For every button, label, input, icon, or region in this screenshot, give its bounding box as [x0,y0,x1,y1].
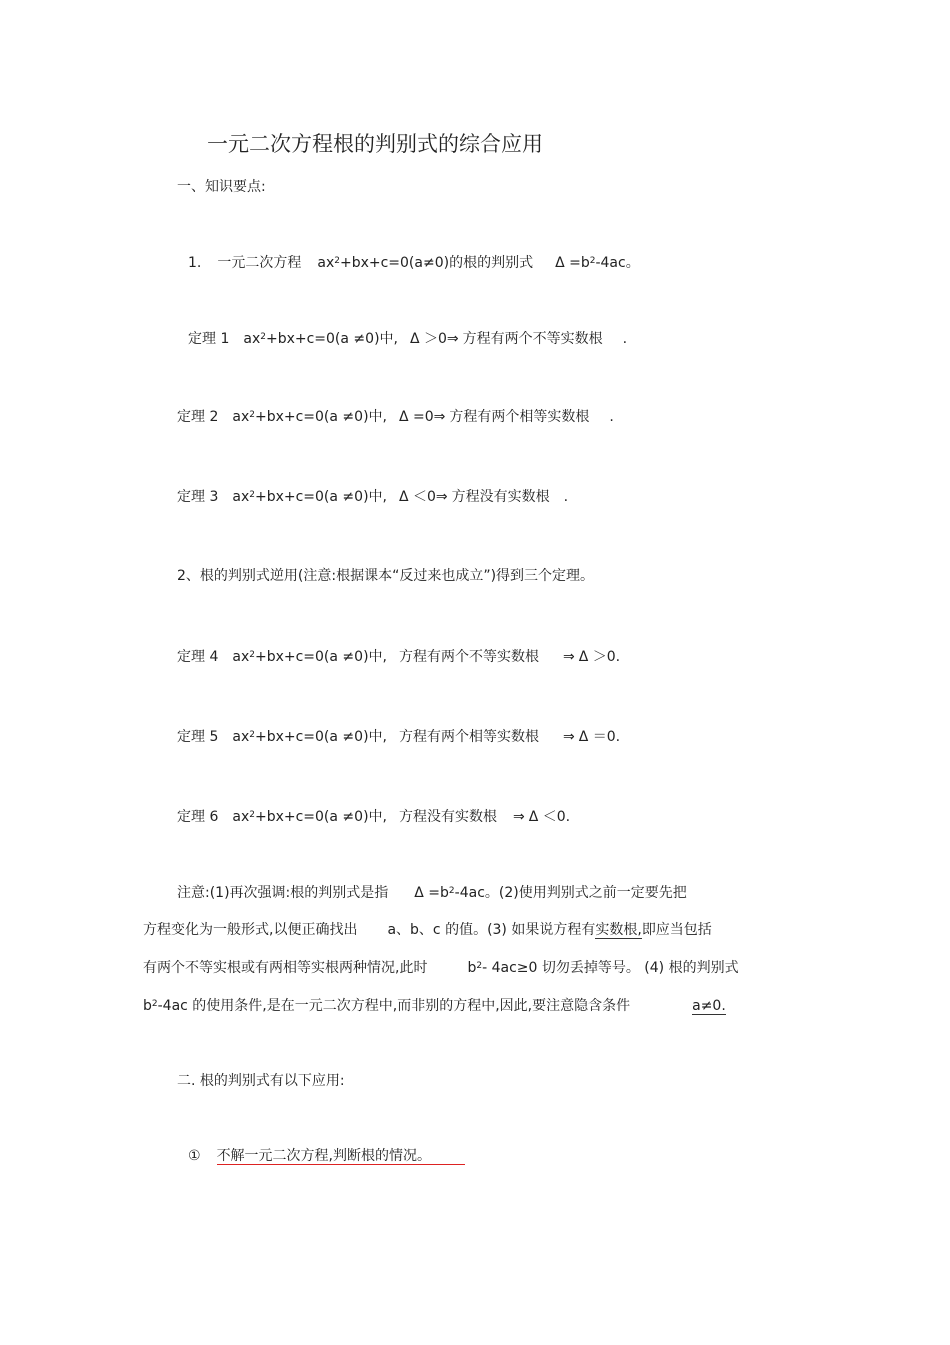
equation: +bx+c=0(a ≠0)中, [254,489,387,505]
equation: +bx+c=0(a ≠0)中, [254,649,387,665]
result: 方程有两个不等实数根 [462,331,603,347]
theorem-6 [177,806,570,826]
discriminant: Δ =b [555,255,590,271]
theorem-label: 定理 1 [188,331,230,347]
note-text: a、b、c 的值。(3) 如果说方程有 [387,922,596,938]
condition: Δ ＜0 [398,489,436,505]
discriminant: b [143,998,152,1014]
theorem-3 [177,486,568,506]
exponent: 2 [249,730,255,740]
implies-icon: ⇒ [435,489,448,505]
implies-icon: ⇒ [433,409,446,425]
implies-icon: ⇒ [562,649,575,665]
item-text: 的根的判别式 [449,255,534,271]
theorem-1 [188,328,627,348]
application-1 [188,1145,465,1165]
note-text: 方程变化为一般形式,以便正确找出 [143,922,358,938]
equation: +bx+c=0(a ≠0)中, [254,729,387,745]
exponent: 2 [589,256,596,266]
theorem-2 [177,406,614,426]
item-2-reverse-use: 2、根的判别式逆用(注意:根据课本“反过来也成立”)得到三个定理。 [177,568,595,584]
item-text: 一元二次方程 [217,255,302,271]
implies-icon: ⇒ [562,729,575,745]
equation: ax [317,255,335,271]
equation: +bx+c=0(a≠0) [339,255,450,271]
equation: ax [232,809,250,825]
underlined-text: a≠0. [692,998,726,1014]
discriminant: b [467,960,477,976]
theorem-label: 定理 2 [177,409,219,425]
result: Δ ＝0. [578,729,621,745]
exponent: 2 [448,886,455,896]
condition: Δ ＞0 [409,331,447,347]
note-line-1 [177,882,687,902]
equation: +bx+c=0(a ≠0)中, [254,409,387,425]
section-heading-knowledge: 一、知识要点: [177,179,266,195]
note-text: 注意:(1)再次强调:根的判别式是指 [177,885,389,901]
discriminant: Δ =b [414,885,449,901]
theorem-label: 定理 5 [177,729,219,745]
equation: ax [232,729,250,745]
exponent: 2 [260,332,266,342]
note-text: -4ac。(2)使用判别式之前一定要先把 [454,885,687,901]
period: 。 [625,255,640,271]
condition: Δ =0 [398,409,434,425]
theorem-label: 定理 4 [177,649,219,665]
exponent: 2 [476,961,483,971]
condition: 方程没有实数根 [398,809,497,825]
item-1-discriminant-definition [188,252,640,272]
note-line-3 [143,957,739,977]
equation: +bx+c=0(a ≠0)中, [254,809,387,825]
equation: ax [232,489,250,505]
circled-number: ① [188,1148,201,1164]
theorem-label: 定理 6 [177,809,219,825]
note-text: 有两个不等实根或有两相等实根两种情况,此时 [143,960,428,976]
result: 方程没有实数根 [451,489,550,505]
period: . [609,409,614,425]
equation: ax [232,409,250,425]
note-line-2 [143,919,712,939]
exponent: 2 [249,650,255,660]
result: Δ ＞0. [578,649,621,665]
equation: +bx+c=0(a ≠0)中, [265,331,398,347]
result: 方程有两个相等实数根 [449,409,590,425]
exponent: 2 [249,810,255,820]
note-line-4 [143,995,726,1015]
result: Δ ＜0. [528,809,571,825]
condition: 方程有两个不等实数根 [398,649,539,665]
condition: 方程有两个相等实数根 [398,729,539,745]
note-text: -4ac 的使用条件,是在一元二次方程中,而非别的方程中,因此,要注意隐含条件 [157,998,631,1014]
period: . [563,489,569,505]
exponent: 2 [334,256,340,266]
period: . [622,331,628,347]
theorem-4 [177,646,620,666]
section-heading-applications: 二. 根的判别式有以下应用: [177,1073,345,1089]
theorem-label: 定理 3 [177,489,219,505]
equation: ax [232,649,250,665]
equation: ax [243,331,261,347]
note-text: - 4ac≥0 切勿丢掉等号。 (4) 根的判别式 [482,960,739,976]
implies-icon: ⇒ [446,331,459,347]
exponent: 2 [151,999,158,1009]
exponent: 2 [249,490,255,500]
discriminant: -4ac [595,255,626,271]
item-number: 1. [188,255,202,271]
underlined-text: 不解一元二次方程,判断根的情况。 [217,1148,465,1165]
implies-icon: ⇒ [512,809,525,825]
theorem-5 [177,726,620,746]
underlined-text: 实数根, [595,922,642,938]
note-text: 即应当包括 [641,922,712,938]
exponent: 2 [249,410,255,420]
page-title: 一元二次方程根的判别式的综合应用 [207,132,543,156]
